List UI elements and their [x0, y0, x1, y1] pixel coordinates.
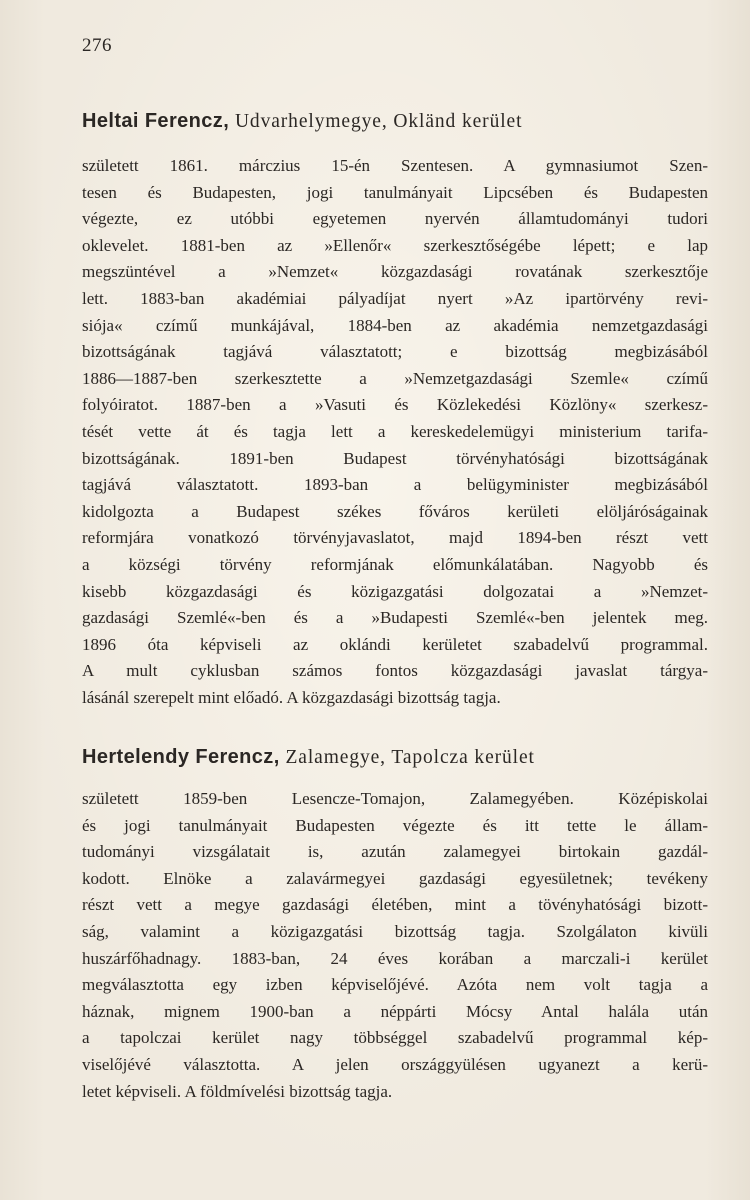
text-line: oklevelet. 1881-ben az »Ellenőr« szerkesztőségébe lépett; e lap: [82, 235, 708, 255]
entry-district: Udvarhelymegye, Okländ kerület: [234, 111, 523, 132]
text-line: megszüntével a »Nemzet« közgazdasági rovatának szerkesztője: [82, 262, 708, 282]
entry-heading: [82, 742, 708, 773]
text-line: kidolgozta a Budapest székes főváros kerületi elöljáróságainak: [82, 501, 708, 521]
text-line: viselőjévé választotta. A jelen országgyülésen ugyanezt a kerü-: [82, 1054, 708, 1074]
entry-name: Heltai Ferencz,: [82, 110, 230, 132]
text-line: siója« czímű munkájával, 1884-ben az akadémia nemzetgazdasági: [82, 315, 708, 335]
entry-text: [82, 153, 708, 711]
text-line: tagjává választatott. 1893-ban a belügyminister megbizásából: [82, 475, 708, 495]
entry-text: [82, 786, 708, 1105]
text-line: a tapolczai kerület nagy többséggel szabadelvű programmal kép-: [82, 1028, 708, 1048]
text-line: bizottságának tagjává választatott; e bizottság megbizásából: [82, 342, 708, 362]
text-line: a községi törvény reformjának előmunkálatában. Nagyobb és: [82, 554, 708, 574]
entry-district: Zalamegye, Tapolcza kerület: [285, 747, 535, 768]
text-line: végezte, ez utóbbi egyetemen nyervén államtudományi tudori: [82, 209, 708, 229]
text-line: 1896 óta képviseli az oklándi kerületet szabadelvű programmal.: [82, 634, 708, 654]
text-line: tését vette át és tagja lett a kereskedelemügyi ministerium tarifa-: [82, 421, 708, 441]
text-line: folyóiratot. 1887-ben a »Vasuti és Közlekedési Közlöny« szerkesz-: [82, 395, 708, 415]
text-line: született 1861. márczius 15-én Szentesen. A gymnasiumot Szen-: [82, 156, 708, 175]
text-line: reformjára vonatkozó törvényjavaslatot, majd 1894-ben részt vett: [82, 528, 708, 548]
text-line: lett. 1883-ban akadémiai pályadíjat nyert »Az ipartörvény revi-: [82, 288, 708, 308]
text-line: A mult cyklusban számos fontos közgazdasági javaslat tárgya-: [82, 661, 708, 681]
text-line: ság, valamint a közigazgatási bizottság tagja. Szolgálaton kivüli: [82, 921, 708, 941]
entry-heading: [82, 106, 708, 137]
biography-entry-heltai: [82, 106, 708, 711]
text-line: lásánál szerepelt mint előadó. A közgazdasági bizottság tagja.: [82, 687, 501, 707]
text-line: és jogi tanulmányait Budapesten végezte és itt tette le állam-: [82, 815, 708, 835]
text-line: tudományi vizsgálatait is, azután zalamegyei birtokain gazdál-: [82, 842, 708, 862]
text-line: kodott. Elnöke a zalavármegyei gazdasági egyesületnek; tevékeny: [82, 868, 708, 888]
text-line: háznak, mignem 1900-ban a néppárti Mócsy Antal halála után: [82, 1001, 708, 1021]
text-line: kisebb közgazdasági és közigazgatási dolgozatai a »Nemzet-: [82, 581, 708, 601]
text-line: huszárfőhadnagy. 1883-ban, 24 éves korában a marczali-i kerület: [82, 948, 708, 968]
biography-entry-hertelendy: [82, 742, 708, 1105]
text-line: tesen és Budapesten, jogi tanulmányait Lipcsében és Budapesten: [82, 182, 708, 202]
text-line: letet képviseli. A földmívelési bizottság tagja.: [82, 1081, 393, 1101]
text-line: 1886—1887-ben szerkesztette a »Nemzetgazdasági Szemle« czímű: [82, 368, 708, 388]
text-line: gazdasági Szemlé«-ben és a »Budapesti Szemlé«-ben jelentek meg.: [82, 608, 708, 628]
entry-name: Hertelendy Ferencz,: [82, 746, 280, 768]
text-line: született 1859-ben Lesencze-Tomajon, Zalamegyében. Középiskolai: [82, 789, 708, 808]
text-line: megválasztotta egy izben képviselőjévé. Azóta nem volt tagja a: [82, 975, 708, 995]
page-number: 276: [82, 35, 112, 56]
text-line: részt vett a megye gazdasági életében, mint a tövényhatósági bizott-: [82, 895, 708, 915]
text-line: bizottságának. 1891-ben Budapest törvényhatósági bizottságának: [82, 448, 708, 468]
